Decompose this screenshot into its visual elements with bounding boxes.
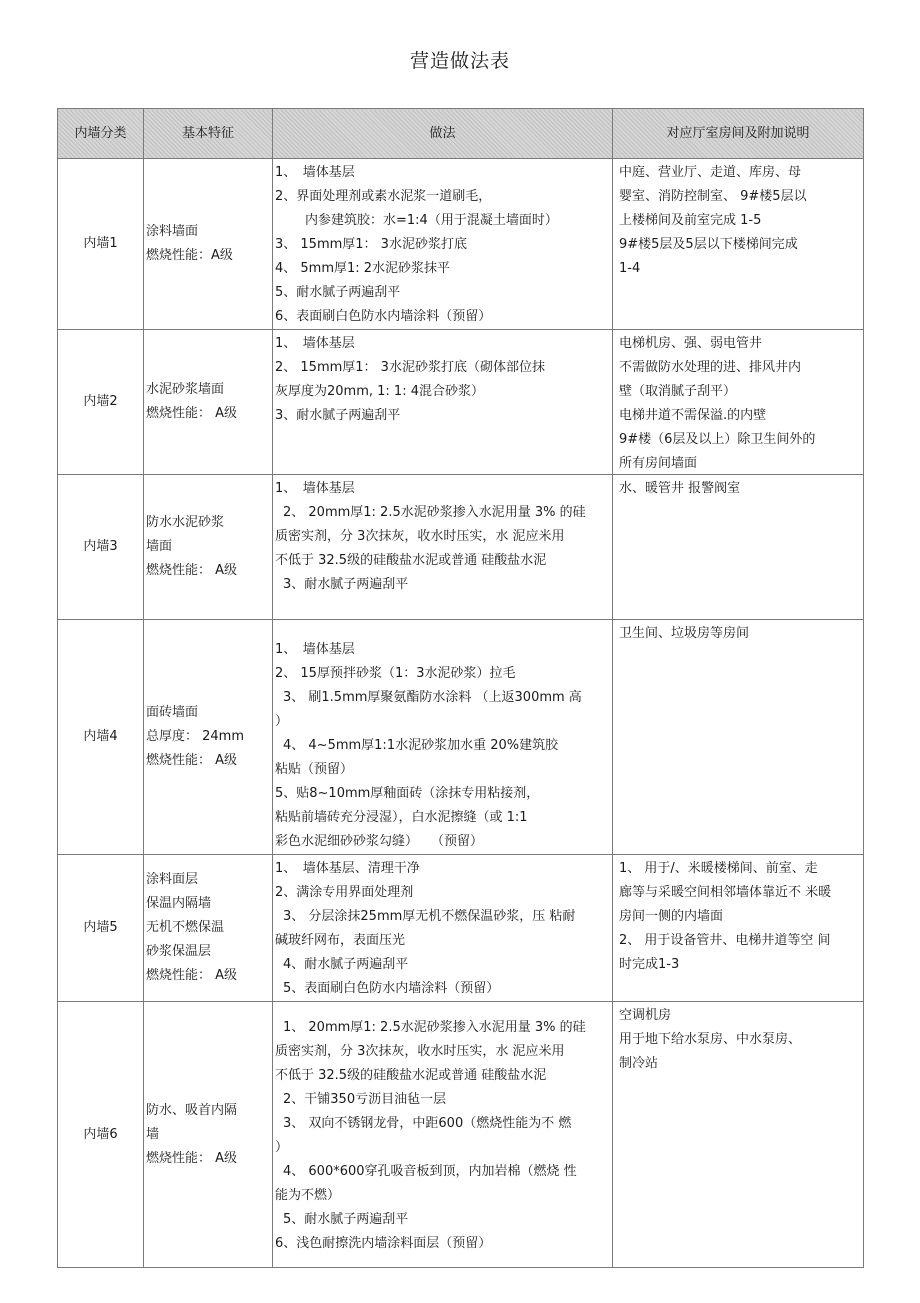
note-line: 婴室、消防控制室、 9#楼5层以 (619, 189, 807, 204)
method-line: 2、 15mm厚1： 3水泥砂浆打底（砌体部位抹 (275, 360, 545, 375)
note-line: 用于地下给水泵房、中水泵房、 (619, 1032, 802, 1047)
method-line: 质密实剂，分 3次抹灰，收水时压实，水 泥应米用 (275, 529, 565, 544)
note-line: 壁（取消腻子刮平） (619, 384, 737, 399)
method-line: 5、耐水腻子两遍刮平 (275, 285, 401, 300)
method-line: 2、 15厚预拌砂浆（1：3水泥砂浆）拉毛 (275, 666, 516, 681)
feature-line: 涂料墙面 (146, 224, 199, 239)
method-line: 粘贴前墙砖充分浸湿），白水泥擦缝（或 1:1 (275, 810, 528, 825)
method-line: ） (275, 714, 289, 729)
header-category: 内墙分类 (58, 109, 144, 159)
row-notes (613, 330, 864, 475)
row-method (273, 330, 613, 475)
row-category: 内墙2 (58, 330, 144, 475)
row-features (144, 620, 273, 855)
method-line: 粘贴（预留） (275, 762, 354, 777)
method-line: 3、耐水腻子两遍刮平 (275, 408, 401, 423)
note-line: 水、暖管井 报警阀室 (619, 481, 741, 496)
row-method (273, 475, 613, 620)
row-features (144, 855, 273, 1002)
method-line: 碱玻纤网布，表面压光 (275, 933, 406, 948)
page-title: 营造做法表 (409, 50, 510, 72)
note-line: 1、 用于/、米暖楼梯间、前室、走 (619, 861, 818, 876)
method-line: 3、耐水腻子两遍刮平 (283, 577, 409, 592)
method-line: 彩色水泥细砂砂浆勾缝） （预留） (275, 834, 484, 849)
feature-line: 水泥砂浆墙面 (146, 382, 225, 397)
feature-line: 防水水泥砂浆 (146, 515, 225, 530)
method-line: 3、 分层涂抹25mm厚无机不燃保温砂浆，压 粘耐 (283, 909, 576, 924)
note-line: 2、 用于设备管井、电梯井道等空 间 (619, 933, 831, 948)
method-line: 不低于 32.5级的硅酸盐水泥或普通 硅酸盐水泥 (275, 1068, 547, 1083)
row-method (273, 855, 613, 1002)
method-line: ） (275, 1140, 289, 1155)
header-features: 基本特征 (144, 109, 273, 159)
note-line: 时完成1-3 (619, 957, 680, 972)
method-line: 1、 墙体基层 (275, 481, 355, 496)
table-row (58, 330, 864, 475)
feature-line: 墙面 (146, 539, 173, 554)
method-line: 3、 刷1.5mm厚聚氨酯防水涂料 （上返300mm 高 (283, 690, 582, 705)
feature-line: 无机不燃保温 (146, 920, 225, 935)
method-line: 灰厚度为20mm, 1: 1: 4混合砂浆） (275, 384, 484, 399)
note-line: 上楼梯间及前室完成 1-5 (619, 213, 762, 228)
method-line: 5、表面刷白色防水内墙涂料（预留） (283, 981, 500, 996)
feature-line: 燃烧性能： A级 (146, 563, 238, 578)
method-line: 2、满涂专用界面处理剂 (275, 885, 414, 900)
feature-line: 面砖墙面 (146, 705, 199, 720)
note-line: 所有房间墙面 (619, 456, 698, 471)
note-line: 廊等与采暖空间相邻墙体靠近不 米暖 (619, 885, 832, 900)
table-row (58, 159, 864, 330)
row-features (144, 159, 273, 330)
row-method (273, 1002, 613, 1268)
row-category: 内墙5 (58, 855, 144, 1002)
method-line: 能为不燃） (275, 1188, 341, 1203)
note-line: 中庭、营业厅、走道、库房、母 (619, 165, 802, 180)
table-row (58, 1002, 864, 1268)
feature-line: 涂料面层 (146, 872, 199, 887)
method-line: 2、干铺350亏沥目油毡一层 (283, 1092, 447, 1107)
method-line: 3、 双向不锈钢龙骨，中距600（燃烧性能为不 燃 (283, 1116, 572, 1131)
row-method (273, 620, 613, 855)
note-line: 9#楼5层及5层以下楼梯间完成 (619, 237, 798, 252)
method-line: 内参建筑胶：水=1:4（用于混凝土墙面时） (305, 213, 558, 228)
method-line: 6、表面刷白色防水内墙涂料（预留） (275, 309, 492, 324)
note-line: 不需做防水处理的进、排风井内 (619, 360, 802, 375)
row-notes (613, 620, 864, 855)
method-line: 3、 15mm厚1： 3水泥砂浆打底 (275, 237, 467, 252)
method-line: 4、 5mm厚1: 2水泥砂浆抹平 (275, 261, 451, 276)
row-features (144, 1002, 273, 1268)
row-features (144, 330, 273, 475)
feature-line: 燃烧性能： A级 (146, 753, 238, 768)
method-line: 1、 墙体基层、清理干净 (275, 861, 420, 876)
method-line: 2、界面处理剂或素水泥浆一道刷毛， (275, 189, 492, 204)
table-row (58, 855, 864, 1002)
row-notes (613, 1002, 864, 1268)
note-line: 卫生间、垃圾房等房间 (619, 626, 750, 641)
row-method (273, 159, 613, 330)
row-notes (613, 159, 864, 330)
feature-line: 墙 (146, 1126, 160, 1142)
method-line: 1、 墙体基层 (275, 642, 355, 657)
row-features (144, 475, 273, 620)
method-line: 1、 20mm厚1: 2.5水泥砂浆掺入水泥用量 3% 的硅 (283, 1020, 586, 1035)
note-line: 空调机房 (619, 1008, 672, 1023)
spacer (275, 1004, 612, 1016)
method-line: 5、贴8~10mm厚釉面砖（涂抹专用粘接剂， (275, 786, 540, 801)
method-line: 1、 墙体基层 (275, 165, 355, 180)
row-category: 内墙6 (58, 1002, 144, 1268)
feature-line: 总厚度： 24mm (146, 729, 245, 744)
header-row (58, 109, 864, 159)
method-line: 1、 墙体基层 (275, 336, 355, 351)
row-category: 内墙3 (58, 475, 144, 620)
method-line: 4、 4~5mm厚1:1水泥砂浆加水重 20%建筑胶 (283, 738, 559, 753)
method-line: 2、 20mm厚1: 2.5水泥砂浆掺入水泥用量 3% 的硅 (283, 505, 586, 520)
row-category: 内墙1 (58, 159, 144, 330)
method-line: 质密实剂，分 3次抹灰，收水时压实，水 泥应米用 (275, 1044, 565, 1059)
method-line: 4、 600*600穿孔吸音板到顶，内加岩棉（燃烧 性 (283, 1164, 577, 1179)
table-row (58, 475, 864, 620)
note-line: 房间一侧的内墙面 (619, 909, 724, 924)
feature-line: 燃烧性能： A级 (146, 1150, 238, 1166)
header-method: 做法 (273, 109, 613, 159)
header-notes: 对应厅室房间及附加说明 (613, 109, 864, 159)
construction-methods-table (57, 108, 864, 1268)
note-line: 1-4 (619, 261, 641, 276)
note-line: 电梯井道不需保溢.的内壁 (619, 408, 767, 423)
feature-line: 燃烧性能： A级 (146, 968, 238, 983)
feature-line: 砂浆保温层 (146, 944, 212, 959)
row-notes (613, 855, 864, 1002)
row-category: 内墙4 (58, 620, 144, 855)
method-line: 4、耐水腻子两遍刮平 (283, 957, 409, 972)
feature-line: 防水、吸首内隔 (146, 1102, 238, 1118)
row-notes (613, 475, 864, 620)
feature-line: 燃烧性能：A级 (146, 248, 233, 263)
method-line: 5、耐水腻子两遍刮平 (283, 1212, 409, 1227)
feature-line: 燃烧性能： A级 (146, 406, 238, 421)
spacer (275, 622, 612, 638)
table-row (58, 620, 864, 855)
note-line: 电梯机房、强、弱电管井 (619, 336, 763, 351)
method-line: 6、浅色耐擦洗内墙涂料面层（预留） (275, 1236, 492, 1251)
feature-line: 保温内隔墙 (146, 896, 212, 911)
note-line: 9#楼（6层及以上）除卫生间外的 (619, 432, 816, 447)
note-line: 制冷站 (619, 1056, 659, 1071)
method-line: 不低于 32.5级的硅酸盐水泥或普通 硅酸盐水泥 (275, 553, 547, 568)
